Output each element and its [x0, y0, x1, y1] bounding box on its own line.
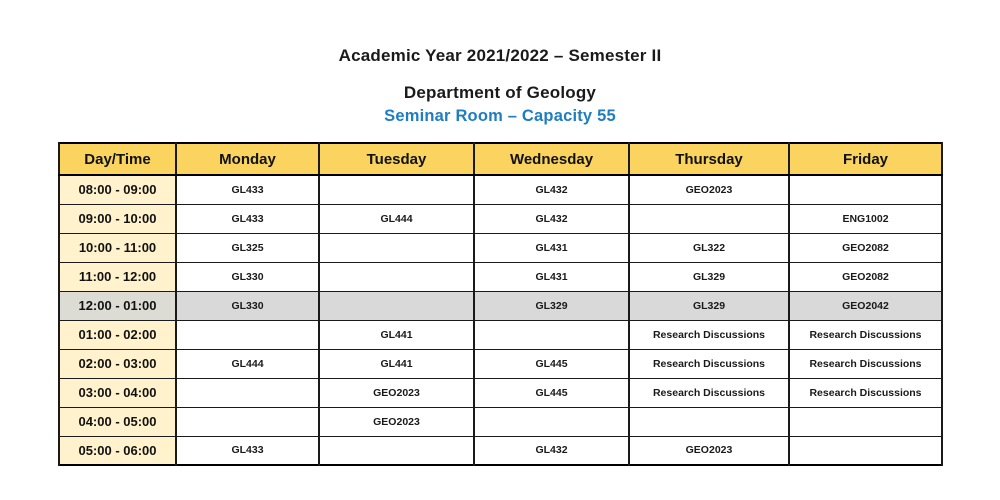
table-row: [59, 320, 942, 349]
time-cell: 09:00 - 10:00: [59, 204, 176, 233]
schedule-cell: [319, 175, 474, 204]
schedule-cell: Research Discussions: [789, 378, 942, 407]
schedule-cell: GL322: [629, 233, 789, 262]
schedule-cell: [474, 407, 629, 436]
schedule-cell: GEO2023: [319, 407, 474, 436]
column-header-friday: Friday: [789, 143, 942, 175]
schedule-cell: [789, 436, 942, 465]
schedule-cell: GEO2042: [789, 291, 942, 320]
schedule-cell: Research Discussions: [629, 320, 789, 349]
schedule-cell: GL329: [629, 262, 789, 291]
table-row: [59, 233, 942, 262]
schedule-cell: GEO2023: [629, 436, 789, 465]
column-header-monday: Monday: [176, 143, 319, 175]
schedule-cell: GL432: [474, 204, 629, 233]
schedule-cell: GL433: [176, 436, 319, 465]
column-header-tuesday: Tuesday: [319, 143, 474, 175]
time-cell: 02:00 - 03:00: [59, 349, 176, 378]
schedule-cell: [789, 407, 942, 436]
schedule-cell: [319, 262, 474, 291]
schedule-cell: Research Discussions: [789, 320, 942, 349]
department-title: Department of Geology: [403, 83, 597, 102]
time-cell: 08:00 - 09:00: [59, 175, 176, 204]
time-cell: 04:00 - 05:00: [59, 407, 176, 436]
schedule-cell: [629, 204, 789, 233]
column-header-day-time: Day/Time: [59, 143, 176, 175]
schedule-cell: GEO2082: [789, 233, 942, 262]
timetable-body: [59, 175, 942, 465]
schedule-cell: GL325: [176, 233, 319, 262]
schedule-cell: [629, 407, 789, 436]
schedule-cell: GL444: [319, 204, 474, 233]
schedule-cell: [176, 320, 319, 349]
schedule-cell: GL431: [474, 233, 629, 262]
table-row: [59, 204, 942, 233]
schedule-cell: GL329: [629, 291, 789, 320]
schedule-cell: GEO2023: [319, 378, 474, 407]
schedule-cell: ENG1002: [789, 204, 942, 233]
schedule-cell: Research Discussions: [629, 349, 789, 378]
time-cell: 05:00 - 06:00: [59, 436, 176, 465]
table-row: [59, 175, 942, 204]
time-cell: 12:00 - 01:00: [59, 291, 176, 320]
schedule-cell: GEO2023: [629, 175, 789, 204]
time-cell: 01:00 - 02:00: [59, 320, 176, 349]
schedule-cell: GEO2082: [789, 262, 942, 291]
schedule-cell: [319, 291, 474, 320]
schedule-cell: [319, 436, 474, 465]
schedule-cell: Research Discussions: [789, 349, 942, 378]
schedule-cell: GL329: [474, 291, 629, 320]
schedule-cell: GL444: [176, 349, 319, 378]
column-header-wednesday: Wednesday: [474, 143, 629, 175]
table-row: [59, 436, 942, 465]
schedule-cell: [319, 233, 474, 262]
schedule-cell: GL431: [474, 262, 629, 291]
schedule-cell: [176, 378, 319, 407]
schedule-cell: Research Discussions: [629, 378, 789, 407]
schedule-cell: GL330: [176, 262, 319, 291]
table-row: [59, 291, 942, 320]
time-cell: 11:00 - 12:00: [59, 262, 176, 291]
schedule-cell: GL432: [474, 175, 629, 204]
column-header-thursday: Thursday: [629, 143, 789, 175]
header-row: [59, 143, 942, 175]
time-cell: 03:00 - 04:00: [59, 378, 176, 407]
table-row: [59, 378, 942, 407]
table-row: [59, 407, 942, 436]
schedule-cell: GL445: [474, 378, 629, 407]
schedule-cell: GL433: [176, 175, 319, 204]
schedule-cell: [789, 175, 942, 204]
schedule-cell: GL432: [474, 436, 629, 465]
seminar-room-title: Seminar Room – Capacity 55: [384, 107, 616, 125]
schedule-cell: GL441: [319, 320, 474, 349]
time-cell: 10:00 - 11:00: [59, 233, 176, 262]
timetable: [58, 142, 943, 466]
schedule-cell: GL441: [319, 349, 474, 378]
academic-year-title: Academic Year 2021/2022 – Semester II: [338, 46, 662, 65]
schedule-cell: GL445: [474, 349, 629, 378]
table-row: [59, 349, 942, 378]
schedule-cell: GL330: [176, 291, 319, 320]
schedule-cell: [176, 407, 319, 436]
table-row: [59, 262, 942, 291]
schedule-cell: [474, 320, 629, 349]
schedule-cell: GL433: [176, 204, 319, 233]
